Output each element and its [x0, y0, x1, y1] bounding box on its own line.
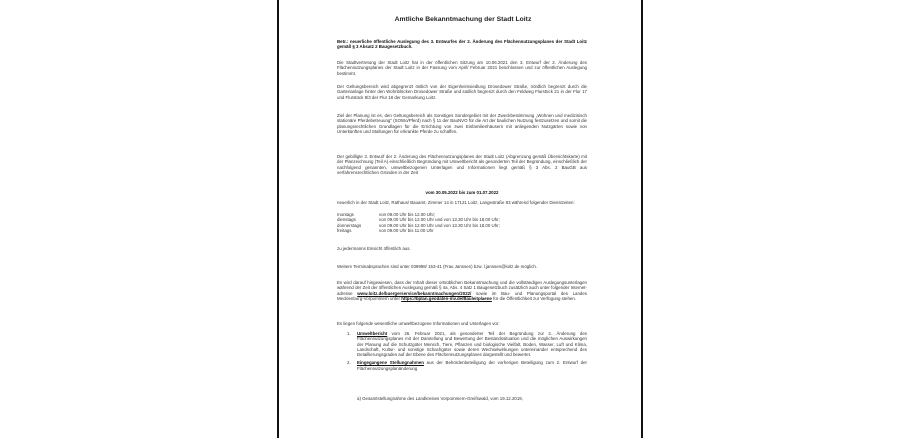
paragraph-scope: Der Geltungsbereich wird abgegrenzt östlich von der Eigenheimsiedlung Drosedower Straße, nördlich begrenzt durch die Gartenanlage hinter den Wohnblöcken Drosedower Straße und südlich begrenzt durch den Feldweg Flurstück 21 in der Flur 17 und Flurstück 8/3 der Flur 18 der Gemarkung Loitz. [337, 84, 587, 100]
hours-day: donnerstags [337, 222, 362, 228]
list-item [347, 360, 587, 371]
hours-day: montags [337, 212, 354, 217]
paragraph-notice [337, 280, 587, 301]
list-number: 1. [347, 331, 351, 336]
document-title: Amtliche Bekanntmachung der Stadt Loitz [394, 16, 532, 23]
hours-time: von 09.00 Uhr bis 12.00 Uhr und von 13.30 Uhr bis 18.00 Uhr; [379, 217, 500, 223]
office-hours [337, 212, 587, 233]
list-text [357, 331, 587, 357]
hours-time: von 09.00 Uhr bis 12.00 Uhr; [379, 212, 436, 217]
list-item [347, 331, 587, 357]
paragraph-goal: Ziel der Planung ist es, den Geltungsbereich als Sonstiges Sondergebiet mit der Zweckbestimmung „Wohnen und medizinisch stationäre Pferdebetreuung" (SOWo/Pferd) nach § 11 der BauNVO für die Art der baulichen Nutzung festzusetzen und somit die planungsrechtlichen Grundlagen für die Errichtung von zwei Einfamilienhäusern mit anliegenden Nutzgärten sowie von Unterkünften und Stallungen für erkrankte Pferde zu schaffen. [337, 113, 587, 134]
right-border [641, 0, 643, 438]
list-heading: Umweltbericht [357, 331, 388, 336]
sub-item: a) Gesamtstellungnahme des Landkreises Vorpommern-Greifswald, vom 19.12.2019, [357, 396, 523, 401]
notice-text-b: sowie im Bau- und Planungsportal des Landes Mecklenburg-Vorpommern unter [337, 290, 587, 301]
paragraph-info-intro: Es liegen folgende wesentliche umweltbezogene Informationen und Unterlagen vor: [337, 321, 500, 326]
paragraph-draft: Der gebilligte 3. Entwurf der 2. Änderung des Flächennutzungsplanes der Stadt Loitz (Abgrenzung gemäß Übersichtskarte) mit der Planzeichnung (Teil A) einschließlich Begründung mit Umweltbericht als gesonderten Teil der Begründung, einschließlich der nachfolgend genannten, umweltbezogenen Unterlagen und Informationen liegt gemäß § 3 Abs. 2 BauGB aus verfahrensrechtlichen Gründen in der Zeit [337, 154, 587, 175]
link-bplan-portal[interactable]: https://bplan.geodaten-mv.de/Bauleitplaene [401, 295, 492, 301]
notice-text-c: für die Öffentlichkeit zur Verfügung stehen. [493, 295, 577, 301]
list-body: aus der Behördenbeteiligung der vorherigen Beteiligung zum 2. Entwurf der Flächennutzungsplanänderung [357, 360, 587, 371]
list-number: 2. [347, 360, 351, 366]
display-period: vom 30.05.2022 bis zum 01.07.2022 [425, 190, 499, 195]
list-text [357, 360, 587, 371]
paragraph-public: zu jedermanns Einsicht öffentlich aus. [337, 246, 411, 251]
hours-day: dienstags [337, 217, 356, 223]
paragraph-location: neuerlich in der Stadt Loitz, Rathaus/ Bauamt, Zimmer 14 in 17121 Loitz, Langestraße 83 während folgender Dienstzeiten: [337, 200, 575, 205]
subject-line: Betr.: neuerliche öffentliche Auslegung des 3. Entwurfes der 2. Änderung des Flächennutzungsplanes der Stadt Loitz gemäß § 3 Absatz 2 Baugesetzbuch. [337, 39, 587, 50]
list-heading: Eingegangene Stellungnahmen [357, 360, 424, 366]
list-body: vom 26. Februar 2021, als gesonderter Teil der Begründung zur 2. Änderung des Flächennutzungsplanes mit der Darstellung und Bewertung der Bestandssituation und die möglichen Auswirkungen der Planung auf die Schutzgüter Mensch, Tiere, Pflanzen und biologische Vielfalt, Boden, Wasser, Luft und Klima, Landschaft, Kultur- und sonstige Schachgüter sowie deren Wechselwirkungen untereinander entsprechend des Detaillierungsgrades auf der Ebene des Flächennutzungsplanes dargestellt und bewertet. [357, 331, 587, 358]
paragraph-contact: Weitere Terminabsprachen sind unter 039998/ 153-41 (Frau Janssen) bzw. l.janssen@loitz.de möglich. [337, 264, 538, 269]
link-loitz-website[interactable]: www.loitz.de/buergerservice/bekanntmachungen/2022/ [357, 290, 472, 296]
hours-time: von 09.00 Uhr bis 11.00 Uhr [379, 227, 434, 233]
left-border [277, 0, 279, 438]
info-list [347, 331, 587, 371]
hours-day: freitags [337, 227, 352, 233]
notice-text-a: Es wird darauf hingewiesen, dass der Inhalt dieser ortsüblichen Bekanntmachung und die vollständigen Auslegungsunterlagen während der Zeit der öffentlichen Auslegung gemäß § 4a, Abs. 4 Satz 1 Baugesetzbuch zusätzlich auch unter folgender Internet-adresse [337, 280, 587, 296]
hours-time: von 09.00 Uhr bis 12.00 Uhr und von 13.30 Uhr bis 18.00 Uhr; [379, 222, 500, 228]
document-page [337, 0, 589, 438]
hours-row [337, 228, 587, 233]
paragraph-resolution: Die Stadtvertretung der Stadt Loitz hat in der öffentlichen Sitzung am 10.06.2021 den 3. Entwurf der 2. Änderung des Flächennutzungsplanes der Stadt Loitz in der Fassung vom April/ Februar 2021 beschlossen und zur öffentlichen Auslegung bestimmt. [337, 60, 587, 76]
